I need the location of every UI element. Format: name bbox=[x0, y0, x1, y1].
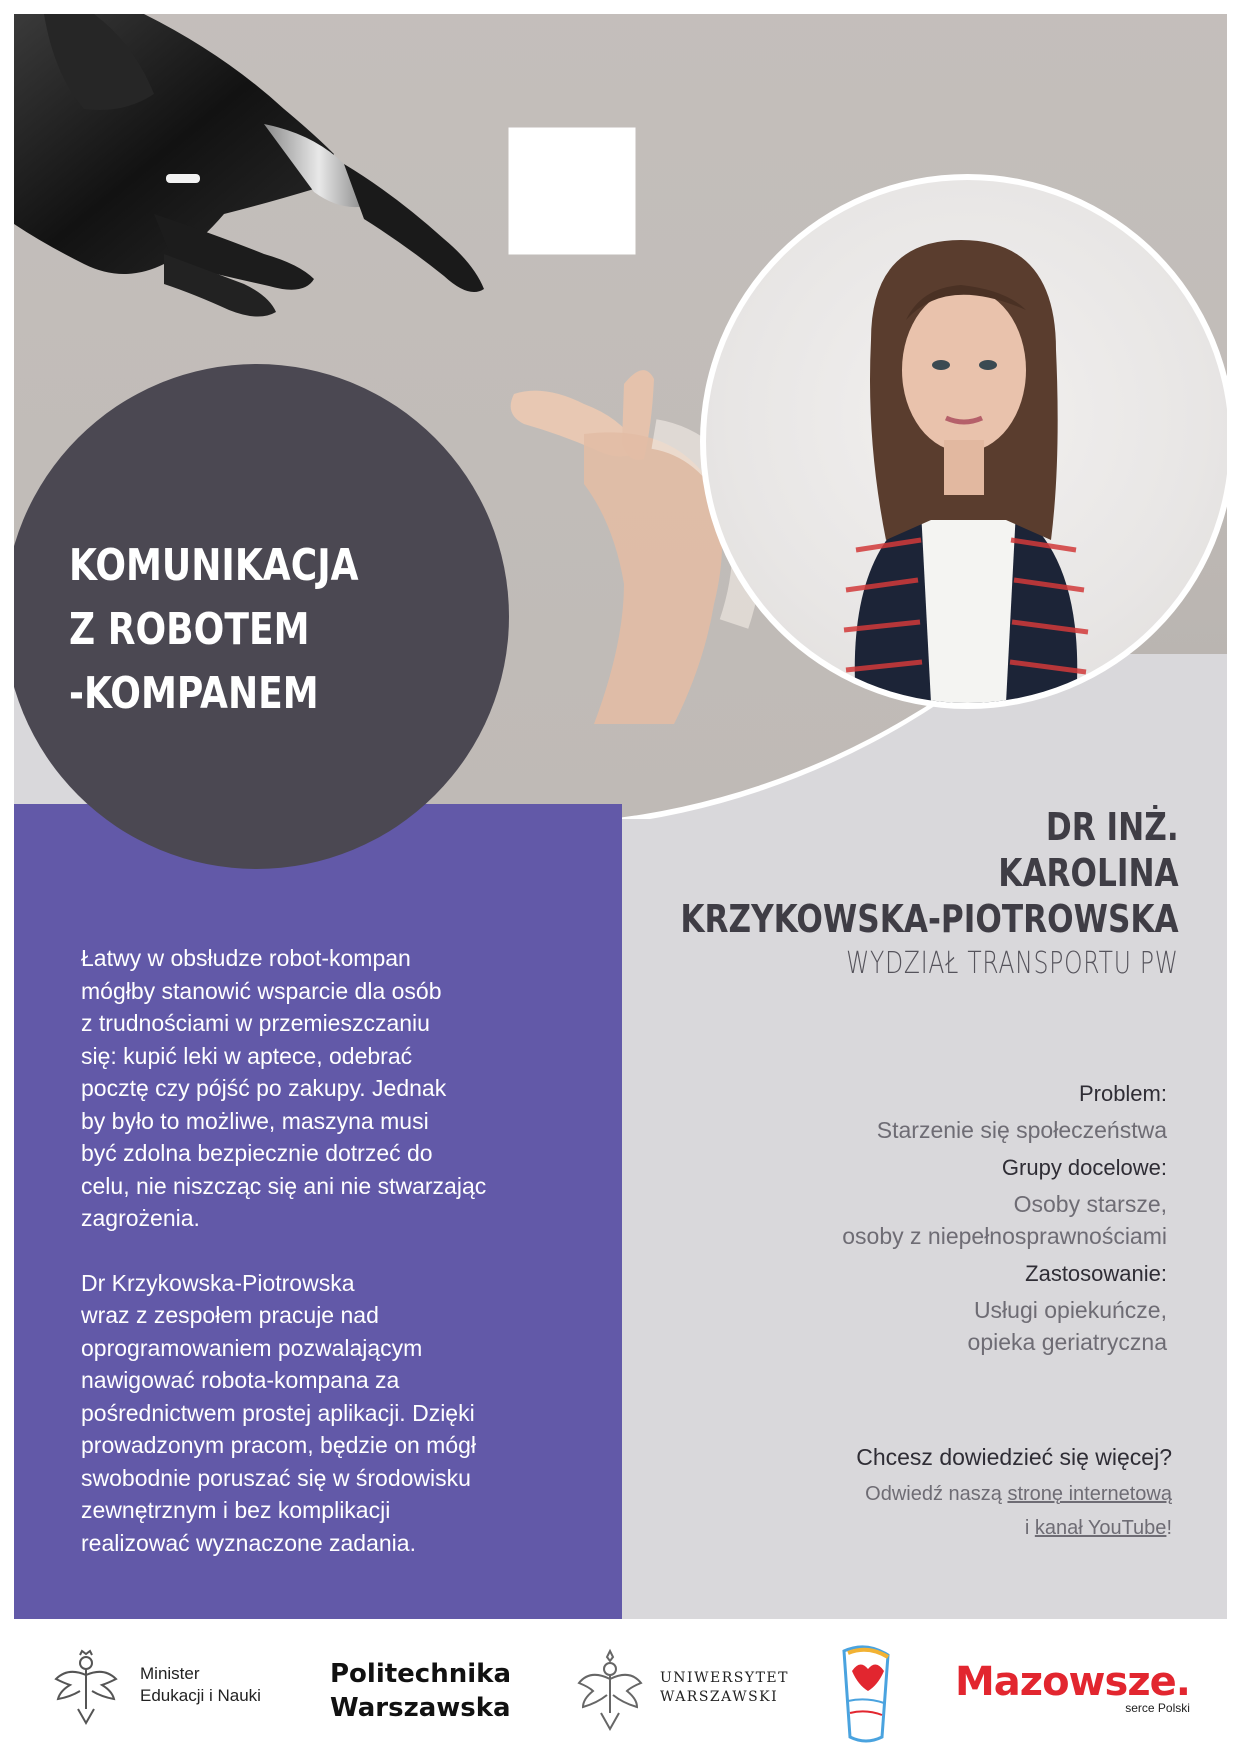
project-facts bbox=[842, 1074, 1167, 1358]
speaker-title: DR INŻ. bbox=[1046, 805, 1179, 849]
ministry-line: Minister bbox=[140, 1664, 200, 1683]
ministry-line: Edukacji i Nauki bbox=[140, 1686, 261, 1705]
text-line: pocztę czy pójść po zakupy. Jednak bbox=[81, 1075, 447, 1101]
title-line: Z ROBOTEM bbox=[69, 604, 310, 655]
sponsor-logos bbox=[0, 1619, 1241, 1754]
text-line: Łatwy w obsłudze robot-kompan bbox=[81, 945, 411, 971]
problem-value: Starzenie się społeczeństwa bbox=[876, 1117, 1167, 1143]
problem-label: Problem: bbox=[1078, 1081, 1167, 1106]
uw-logo-text bbox=[660, 1669, 789, 1707]
text-line: wraz z zespołem pracuje nad bbox=[81, 1302, 379, 1328]
text-line: zewnętrznym i bez komplikacji bbox=[81, 1497, 391, 1523]
text-line: swobodnie poruszać się w środowisku bbox=[81, 1464, 471, 1491]
text-line: się: kupić leki w aptece, odebrać bbox=[81, 1042, 413, 1069]
speaker-first-name: KAROLINA bbox=[998, 851, 1179, 895]
text-line: z trudnościami w przemieszczaniu bbox=[81, 1010, 430, 1036]
call-to-action bbox=[856, 1437, 1172, 1545]
text-line: pośrednictwem prostej aplikacji. Dzięki bbox=[81, 1399, 475, 1426]
cta-line2-suffix: ! bbox=[1166, 1517, 1172, 1539]
zakochaj-sie-w-warszawie-logo bbox=[838, 1641, 894, 1745]
title-line: -KOMPANEM bbox=[69, 668, 319, 719]
text-line: mógłby stanowić wsparcie dla osób bbox=[81, 977, 442, 1004]
text-line: zagrożenia. bbox=[81, 1205, 200, 1231]
text-line: by było to możliwe, maszyna musi bbox=[81, 1107, 429, 1134]
text-line: prowadzonym pracom, będzie on mógł bbox=[81, 1432, 477, 1458]
title-line: KOMUNIKACJA bbox=[69, 540, 359, 591]
cta-line-2 bbox=[856, 1511, 1172, 1545]
portrait-illustration bbox=[706, 180, 1227, 703]
uw-eagle-icon bbox=[575, 1647, 645, 1733]
pw-line: Politechnika bbox=[330, 1659, 511, 1689]
cta-line2-prefix: i bbox=[1024, 1517, 1035, 1539]
mazowsze-tagline: serce Polski bbox=[1125, 1701, 1190, 1715]
groups-label: Grupy docelowe: bbox=[1001, 1155, 1167, 1180]
text-line: oprogramowaniem pozwalającym bbox=[81, 1334, 423, 1361]
groups-value: osoby z niepełnosprawnościami bbox=[842, 1223, 1167, 1249]
politechnika-logo bbox=[330, 1657, 511, 1725]
pw-line: Warszawska bbox=[330, 1693, 511, 1723]
youtube-link[interactable]: kanał YouTube bbox=[1034, 1517, 1167, 1539]
cta-line-1 bbox=[856, 1477, 1172, 1511]
cta-question: Chcesz dowiedzieć się więcej? bbox=[856, 1444, 1172, 1470]
poster-title bbox=[69, 534, 359, 726]
uw-line: UNIWERSYTET bbox=[660, 1670, 789, 1686]
speaker-department: WYDZIAŁ TRANSPORTU PW bbox=[846, 946, 1179, 981]
application-value: Usługi opiekuńcze, bbox=[973, 1297, 1167, 1323]
description-paragraph-1 bbox=[81, 942, 601, 1235]
speaker-last-name: KRZYKOWSKA-PIOTROWSKA bbox=[680, 897, 1179, 941]
speaker-block bbox=[571, 804, 1179, 986]
text-line: być zdolna bezpiecznie dotrzeć do bbox=[81, 1140, 433, 1166]
website-link[interactable]: stronę internetową bbox=[1007, 1483, 1172, 1505]
ministry-logo-text bbox=[140, 1663, 261, 1707]
text-line: realizować wyznaczone zadania. bbox=[81, 1529, 416, 1556]
description-text bbox=[81, 942, 601, 1559]
mazowsze-logo bbox=[955, 1659, 1190, 1715]
poster bbox=[14, 14, 1227, 1619]
description-paragraph-2 bbox=[81, 1267, 601, 1560]
cta-line1-prefix: Odwiedź naszą bbox=[865, 1483, 1008, 1505]
robot-hand-image bbox=[14, 14, 534, 344]
groups-value: Osoby starsze, bbox=[1013, 1191, 1167, 1217]
text-line: Dr Krzykowska-Piotrowska bbox=[81, 1269, 355, 1296]
text-line: nawigować robota-kompana za bbox=[81, 1367, 400, 1393]
speaker-portrait bbox=[706, 180, 1227, 703]
uw-line: WARSZAWSKI bbox=[660, 1689, 779, 1705]
text-line: celu, nie niszcząc się ani nie stwarzając bbox=[81, 1172, 487, 1199]
white-eagle-icon bbox=[50, 1649, 122, 1729]
application-value: opieka geriatryczna bbox=[967, 1329, 1167, 1355]
mazowsze-wordmark: Mazowsze. bbox=[955, 1659, 1190, 1705]
application-label: Zastosowanie: bbox=[1025, 1261, 1167, 1286]
